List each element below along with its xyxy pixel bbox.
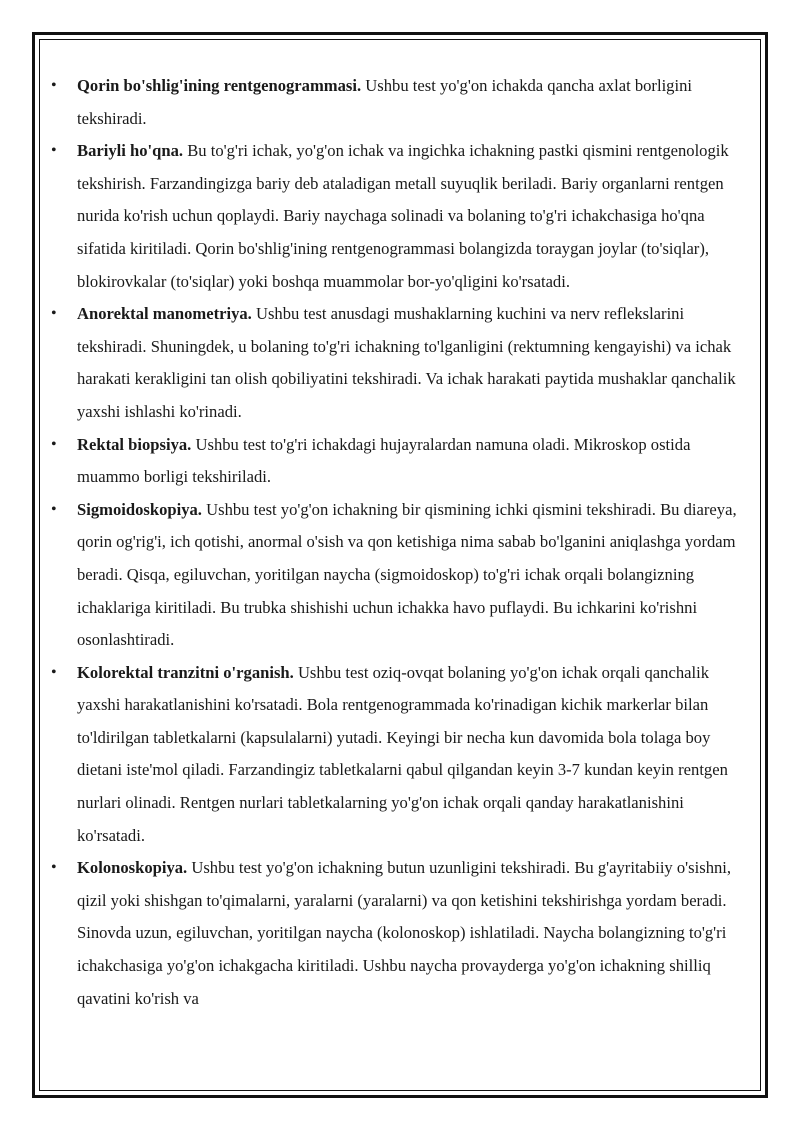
list-item xyxy=(48,429,738,494)
item-text: Ushbu test yo'g'on ichakning butun uzunligini tekshiradi. Bu g'ayritabiiy o'sishni, qizil yoki shishgan to'qimalarni, yaralarni (yaralarni) va qon ketishini tekshirishga yordam beradi. Sinovda uzun, egiluvchan, yoritilgan naycha (kolonoskop) ishlatiladi. Naycha bolangizning to'g'ri ichakchasiga yo'g'on ichakgacha kiritiladi. Ushbu naycha provayderga yo'g'on ichakning shilliq qavatini ko'rish va xyxy=(77,858,732,1008)
bullet-icon: • xyxy=(51,142,57,160)
bullet-icon: • xyxy=(51,500,57,518)
item-term: Rektal biopsiya. xyxy=(77,434,192,454)
list-item xyxy=(48,135,738,298)
document-body xyxy=(48,70,738,1015)
item-text: Ushbu test yo'g'on ichakda qancha axlat borligini tekshiradi. xyxy=(77,76,692,128)
item-text: Ushbu test oziq-ovqat bolaning yo'g'on ichak orqali qanchalik yaxshi harakatlanishini ko'rsatadi. Bola rentgenogrammada ko'rinadigan kichik markerlar bilan to'ldirilgan tabletkalarni (kapsulalarni) yutadi. Keyingi bir necha kun davomida bola tolaga boy dietani iste'mol qiladi. Farzandingiz tabletkalarni qabul qilgandan keyin 3-7 kundan keyin rentgen nurlari olinadi. Rentgen nurlari tabletkalarning yo'g'on ichak orqali qanday harakatlanishini ko'rsatadi. xyxy=(77,662,728,845)
item-text: Ushbu test yo'g'on ichakning bir qismining ichki qismini tekshiradi. Bu diareya, qorin og'rig'i, ich qotishi, anormal o'sish va qon ketishiga nima sabab bo'lganini aniqlashga yordam beradi. Qisqa, egiluvchan, yoritilgan naycha (sigmoidoskop) to'g'ri ichak orqali bolangizning ichaklariga kiritiladi. Bu trubka shishishi uchun ichakka havo puflaydi. Bu ichkarini ko'rishni osonlashtiradi. xyxy=(77,499,737,650)
list-item xyxy=(48,657,738,853)
item-term: Qorin bo'shlig'ining rentgenogrammasi. xyxy=(77,76,362,95)
bullet-icon: • xyxy=(51,435,57,453)
list-item xyxy=(48,852,738,1015)
item-term: Sigmoidoskopiya. xyxy=(77,499,202,519)
list-item xyxy=(48,494,738,657)
bullet-icon: • xyxy=(51,663,57,681)
bullet-icon: • xyxy=(51,305,57,323)
test-list xyxy=(48,70,738,1015)
item-text: Ushbu test anusdagi mushaklarning kuchini va nerv reflekslarini tekshiradi. Shuningdek, u bolaning to'g'ri ichakning to'lganligini (rektumning kengayishi) va ichak harakati kerakligini tan olish qobiliyatini tekshiradi. Va ichak harakati paytida mushaklar qanchalik yaxshi ishlashi ko'rinadi. xyxy=(77,304,736,421)
item-text: Ushbu test to'g'ri ichakdagi hujayralardan namuna oladi. Mikroskop ostida muammo borligi tekshiriladi. xyxy=(77,434,691,487)
item-term: Bariyli ho'qna. xyxy=(77,141,184,161)
item-term: Anorektal manometriya. xyxy=(77,304,252,324)
item-term: Kolorektal tranzitni o'rganish. xyxy=(77,662,294,682)
bullet-icon: • xyxy=(51,77,57,94)
bullet-icon: • xyxy=(51,859,57,877)
list-item xyxy=(48,298,738,428)
list-item xyxy=(48,70,738,135)
item-text: Bu to'g'ri ichak, yo'g'on ichak va ingichka ichakning pastki qismini rentgenologik tekshirish. Farzandingizga bariy deb ataladigan metall suyuqlik beriladi. Bariy organlarni rentgen nurida ko'rish uchun qoplaydi. Bariy naychaga solinadi va bolaning to'g'ri ichakchasiga ho'qna sifatida kiritiladi. Qorin bo'shlig'ining rentgenogrammasi bolangizda toraygan joylar (to'siqlar), blokirovkalar (to'siqlar) yoki boshqa muammolar bor-yo'qligini ko'rsatadi. xyxy=(77,141,729,291)
item-term: Kolonoskopiya. xyxy=(77,858,188,878)
